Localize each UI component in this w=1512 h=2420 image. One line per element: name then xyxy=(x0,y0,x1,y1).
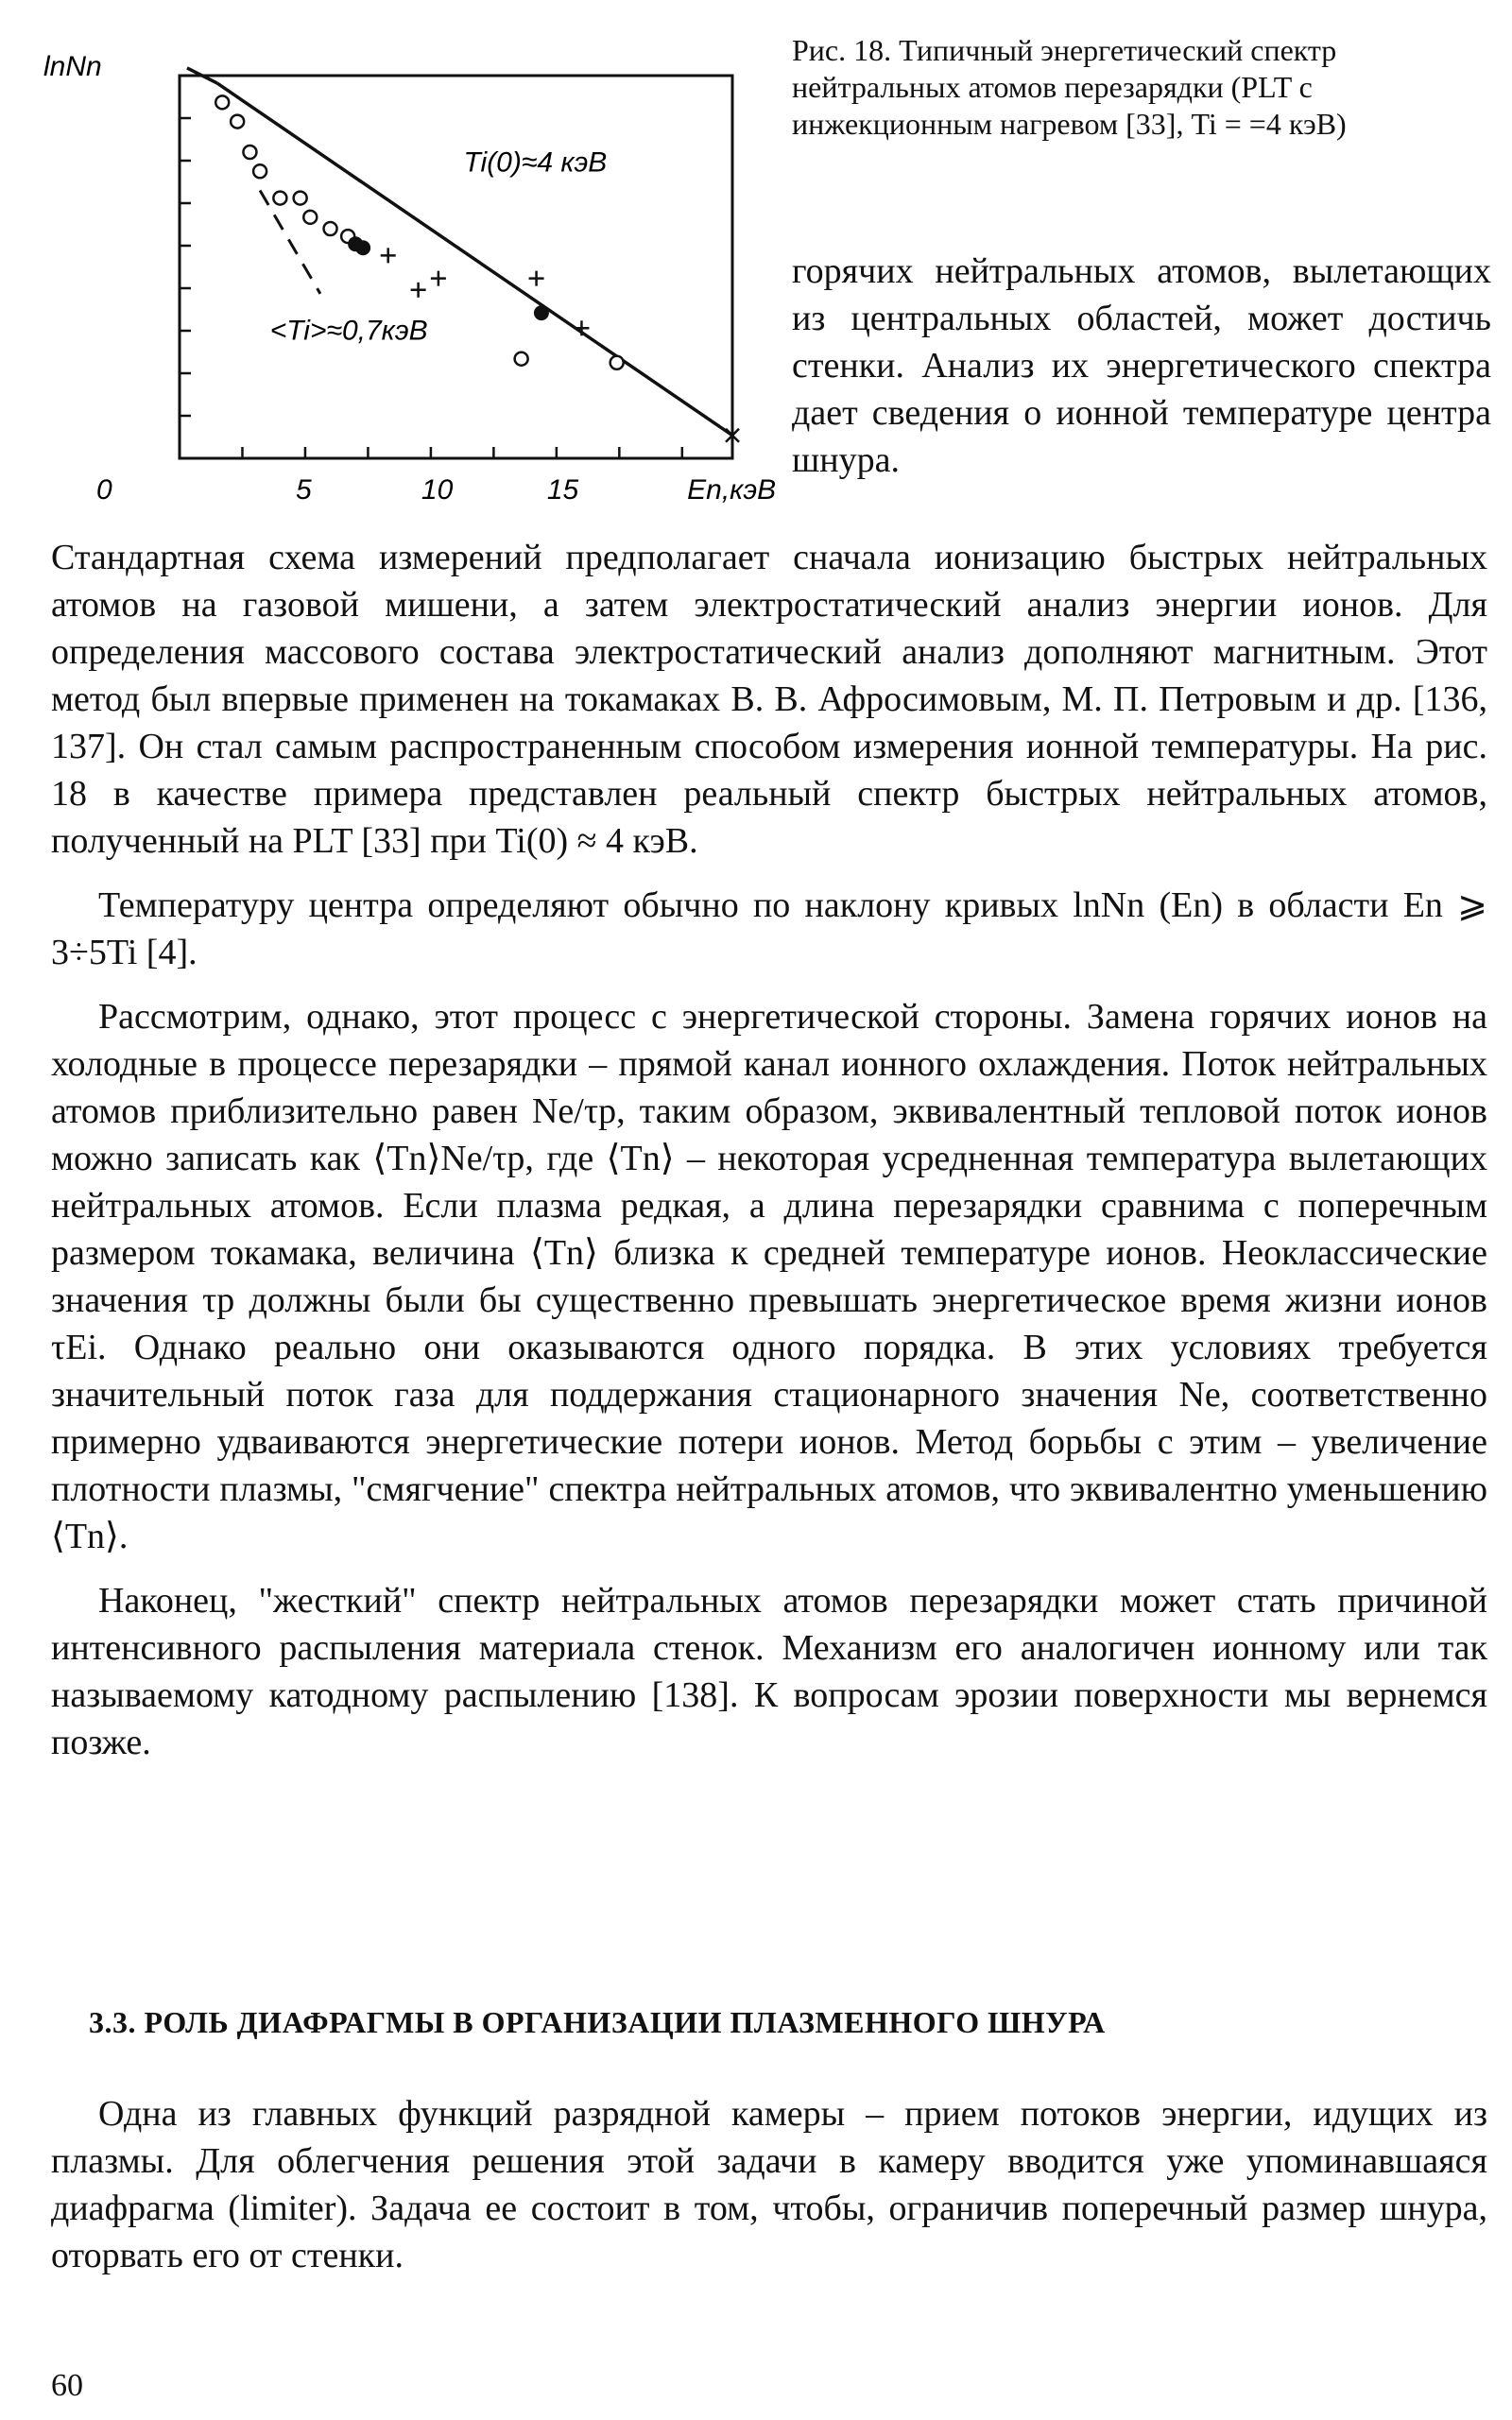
y-axis-label: lnNn xyxy=(43,51,102,82)
energy-spectrum-chart xyxy=(38,38,777,510)
data-point-open xyxy=(273,192,286,205)
x-axis-label: En,кэВ xyxy=(687,474,777,506)
data-point-open xyxy=(324,222,337,235)
paragraph-1: Стандартная схема измерений предполагает сначала ионизацию быстрых нейтральных атомов на газовой мишени, а затем электростатический анализ энергии ионов. Для определения массового состава электростатический анализ дополняют магнитным. Этот метод был впервые применен на токамаках В. В. Афросимовым, М. П. Петровым и др. [136, 137]. Он стал самым распространенным способом измерения ионной температуры. На рис. 18 в качестве примера представлен реальный спектр быстрых нейтральных атомов, полученный на PLT [33] при Ti(0) ≈ 4 кэВ. xyxy=(51,538,1487,861)
data-point-open xyxy=(303,211,317,224)
x-tick-label-5: 5 xyxy=(295,474,312,506)
data-point-open xyxy=(515,352,528,366)
plot-frame xyxy=(180,76,732,458)
paragraph-2: Температуру центра определяют обычно по наклону кривых lnNn (En) в области En ⩾ 3÷5Ti [4]. xyxy=(51,885,1487,972)
section-heading: 3.3. РОЛЬ ДИАФРАГМЫ В ОРГАНИЗАЦИИ ПЛАЗМЕННОГО ШНУРА xyxy=(89,2005,1106,2039)
data-point-open xyxy=(253,164,266,178)
figure-caption: Рис. 18. Типичный энергетический спектр нейтральных атомов перезарядки (PLT с инжекционным нагревом [33], Ti = =4 кэВ) xyxy=(792,33,1347,141)
page-number: 60 xyxy=(51,2368,83,2403)
paragraph-3: Рассмотрим, однако, этот процесс с энергетической стороны. Замена горячих ионов на холодные в процессе перезарядки – прямой канал ионного охлаждения. Поток нейтральных атомов приблизительно равен Ne/τp, таким образом, эквивалентный тепловой поток ионов можно записать как ⟨Tn⟩Ne/τp, где ⟨Tn⟩ – некоторая усредненная температура вылетающих нейтральных атомов. Если плазма редкая, а длина перезарядки сравнима с поперечным размером токамака, величина ⟨Tn⟩ близка к средней температуре ионов. Неоклассические значения τp должны были бы существенно превышать энергетическое время жизни ионов τEi. Однако реально они оказываются одного порядка. В этих условиях требуется значительный поток газа для поддержания стационарного значения Ne, соответственно примерно удваиваются энергетические потери ионов. Метод борьбы с этим – увеличение плотности плазмы, "смягчение" спектра нейтральных атомов, что эквивалентно уменьшению ⟨Tn⟩. xyxy=(51,997,1487,1556)
data-point-open xyxy=(231,115,244,129)
paragraph-4: Наконец, "жесткий" спектр нейтральных атомов перезарядки может стать причиной интенсивного распыления материала стенок. Механизм его аналогичен ионному или так называемому катодному распылению [138]. К вопросам эрозии поверхности мы вернемся позже. xyxy=(51,1581,1487,1762)
x-tick-label-10: 10 xyxy=(421,474,454,506)
annotation-hot-temperature: Ti(0)≈4 кэВ xyxy=(463,146,608,179)
data-point-open xyxy=(243,146,256,159)
side-paragraph: горячих нейтральных атомов, вылетающих из центральных областей, может достичь стенки. Анализ их энергетического спектра дает сведения о ионной температуре центра шнура. xyxy=(792,251,1491,480)
main-text xyxy=(51,534,1487,1783)
section-text xyxy=(51,2090,1487,2279)
data-point-filled xyxy=(356,241,369,254)
annotation-cold-temperature: <Ti>≈0,7кэВ xyxy=(269,315,428,347)
figure-18 xyxy=(38,38,777,510)
data-point-open xyxy=(215,95,229,109)
data-point-open xyxy=(294,192,307,205)
fit-line-hot xyxy=(217,83,732,436)
data-point-filled xyxy=(535,306,548,319)
section-paragraph: Одна из главных функций разрядной камеры – прием потоков энергии, идущих из плазмы. Для облегчения решения этой задачи в камеру вводится уже упоминавшаяся диафрагма (limiter). Задача ее состоит в том, чтобы, ограничив поперечный размер шнура, оторвать его от стенки. xyxy=(51,2094,1487,2275)
x-tick-label-15: 15 xyxy=(546,474,579,506)
data-point-open xyxy=(610,356,624,369)
fit-line-cold xyxy=(260,191,320,294)
x-tick-label-0: 0 xyxy=(96,474,112,506)
